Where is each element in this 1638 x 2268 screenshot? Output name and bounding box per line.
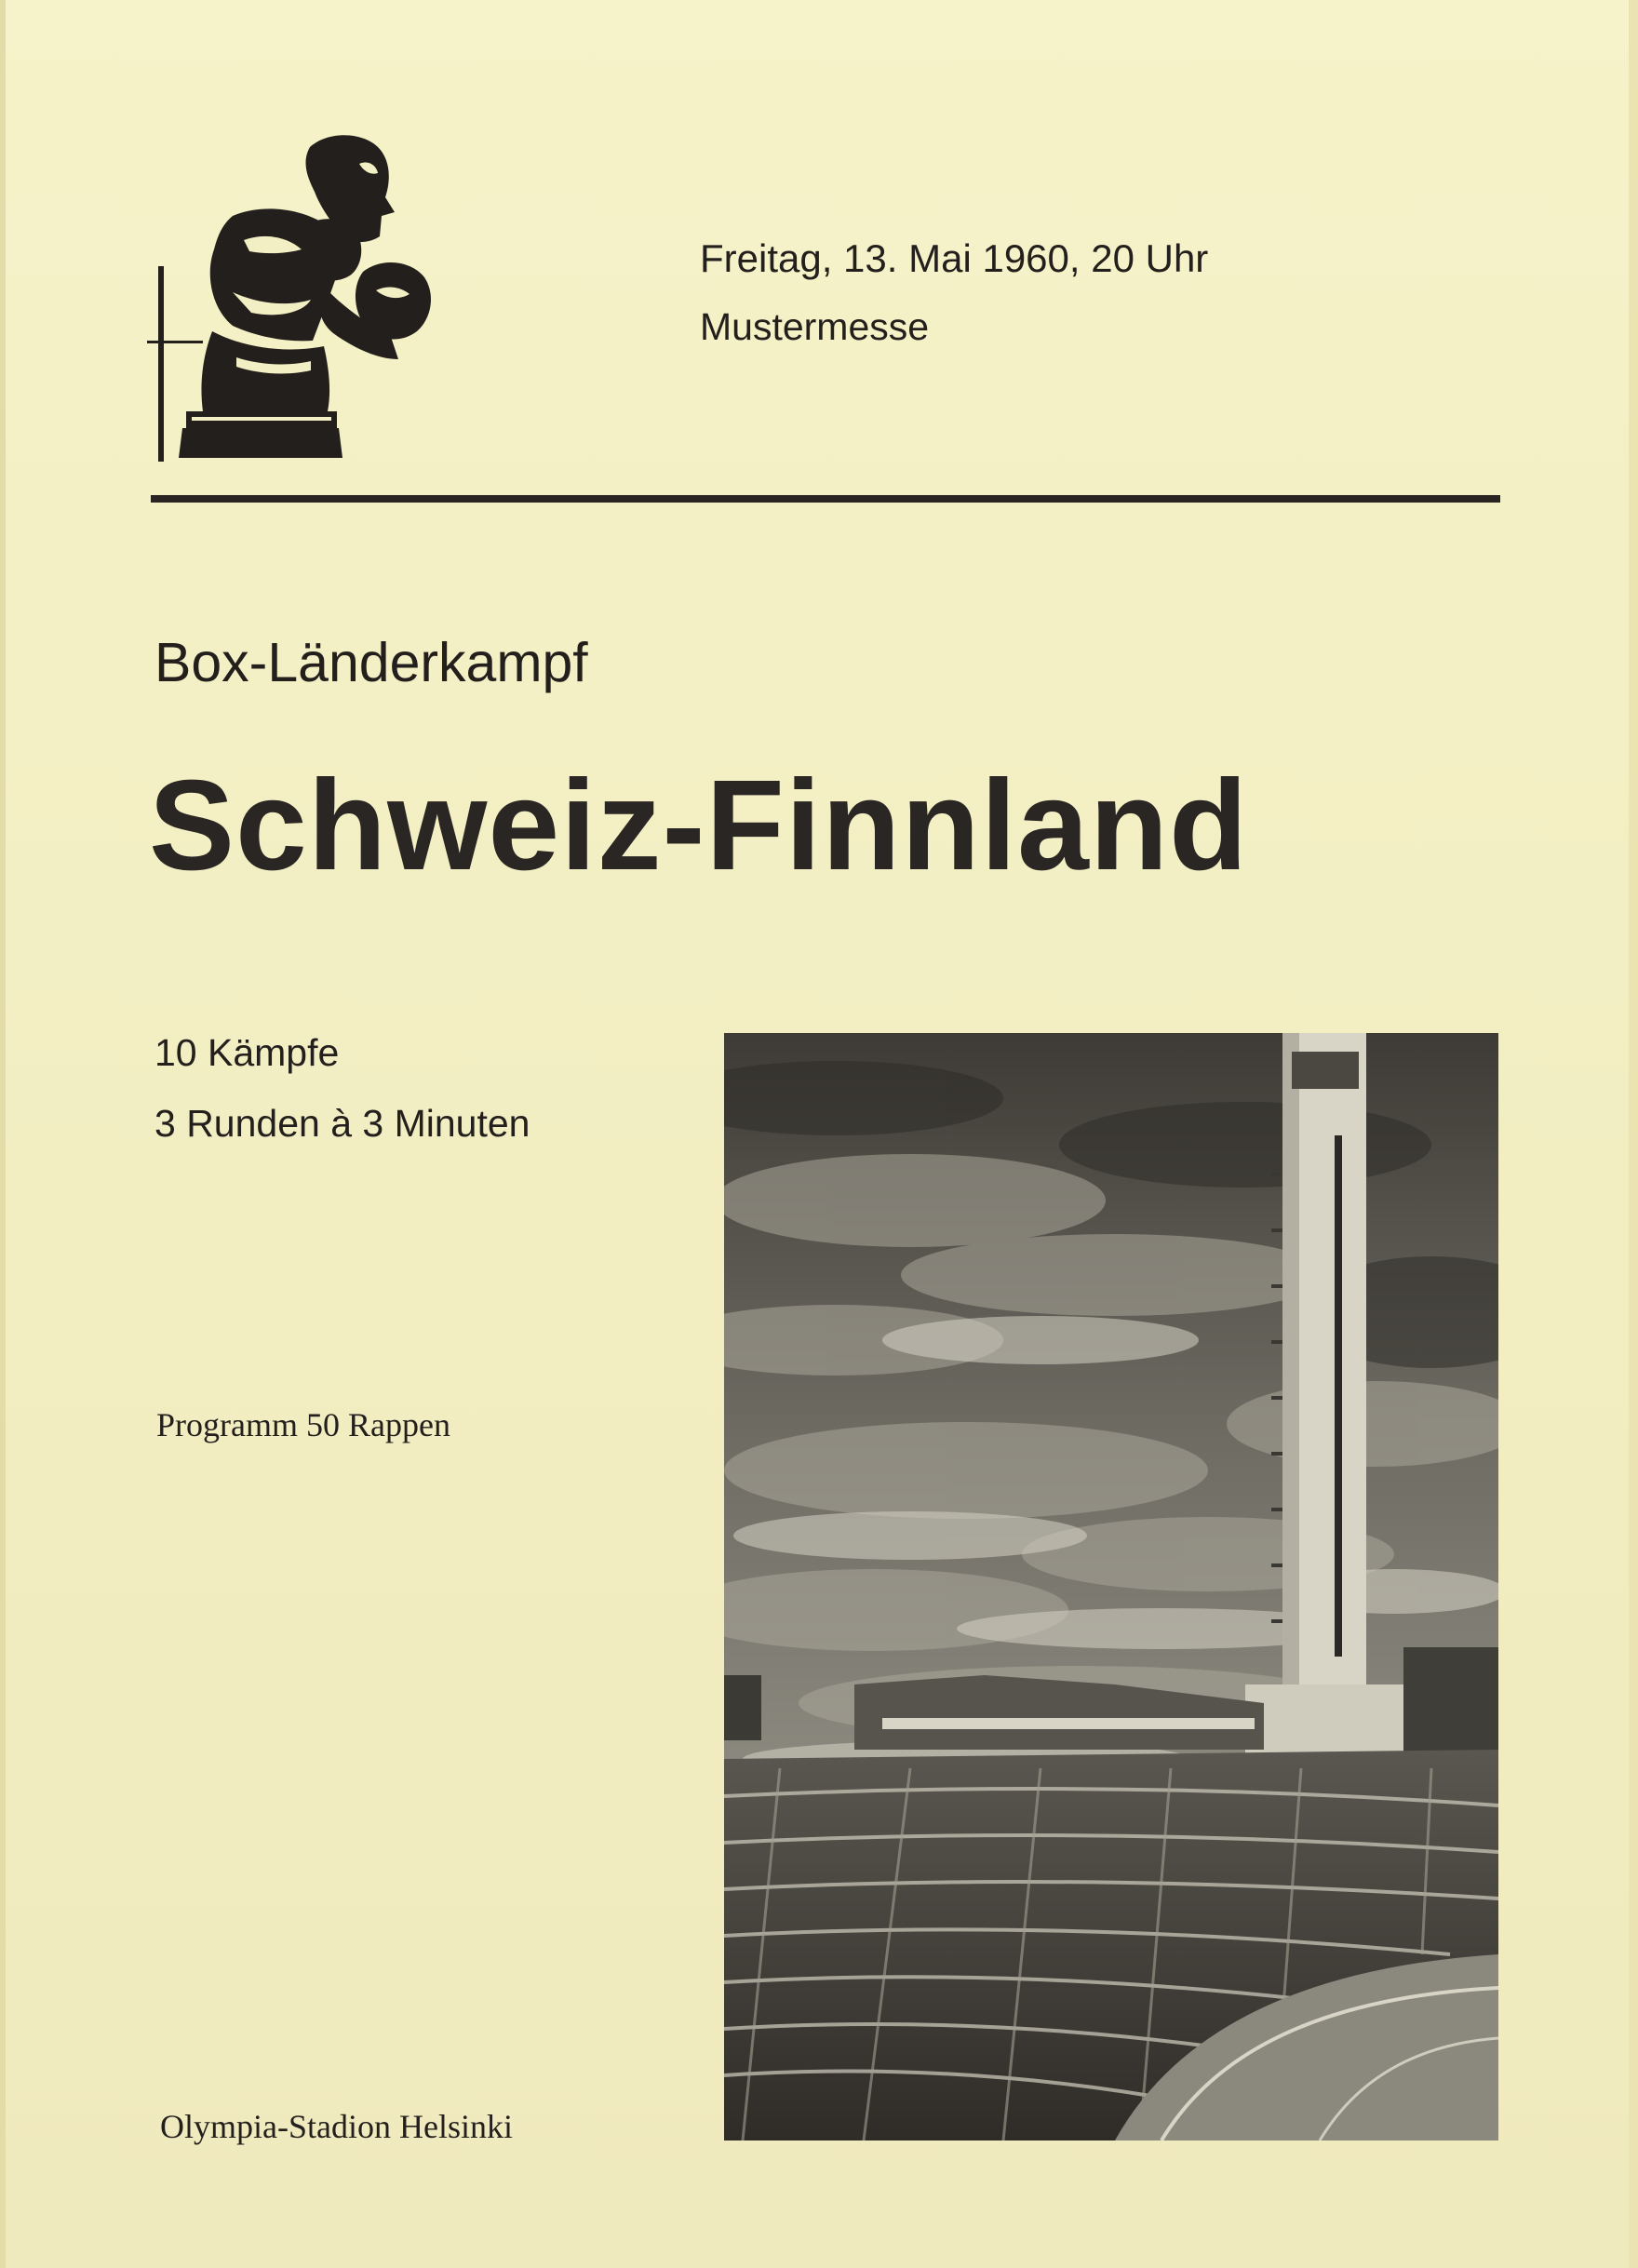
divider-rule — [151, 495, 1500, 503]
fight-count: 10 Kämpfe — [154, 1031, 340, 1074]
event-type: Box-Länderkampf — [154, 632, 588, 693]
boxer-illustration — [147, 127, 491, 462]
photo-caption: Olympia-Stadion Helsinki — [160, 2108, 513, 2145]
paper-edge-right — [1629, 0, 1638, 2268]
match-headline: Schweiz-Finnland — [149, 754, 1249, 897]
round-format: 3 Runden à 3 Minuten — [154, 1102, 530, 1145]
paper-edge-left — [0, 0, 6, 2268]
stadium-photo — [724, 1033, 1498, 2141]
event-venue: Mustermesse — [700, 305, 930, 348]
program-price: Programm 50 Rappen — [156, 1406, 450, 1443]
event-date-time: Freitag, 13. Mai 1960, 20 Uhr — [700, 236, 1209, 280]
